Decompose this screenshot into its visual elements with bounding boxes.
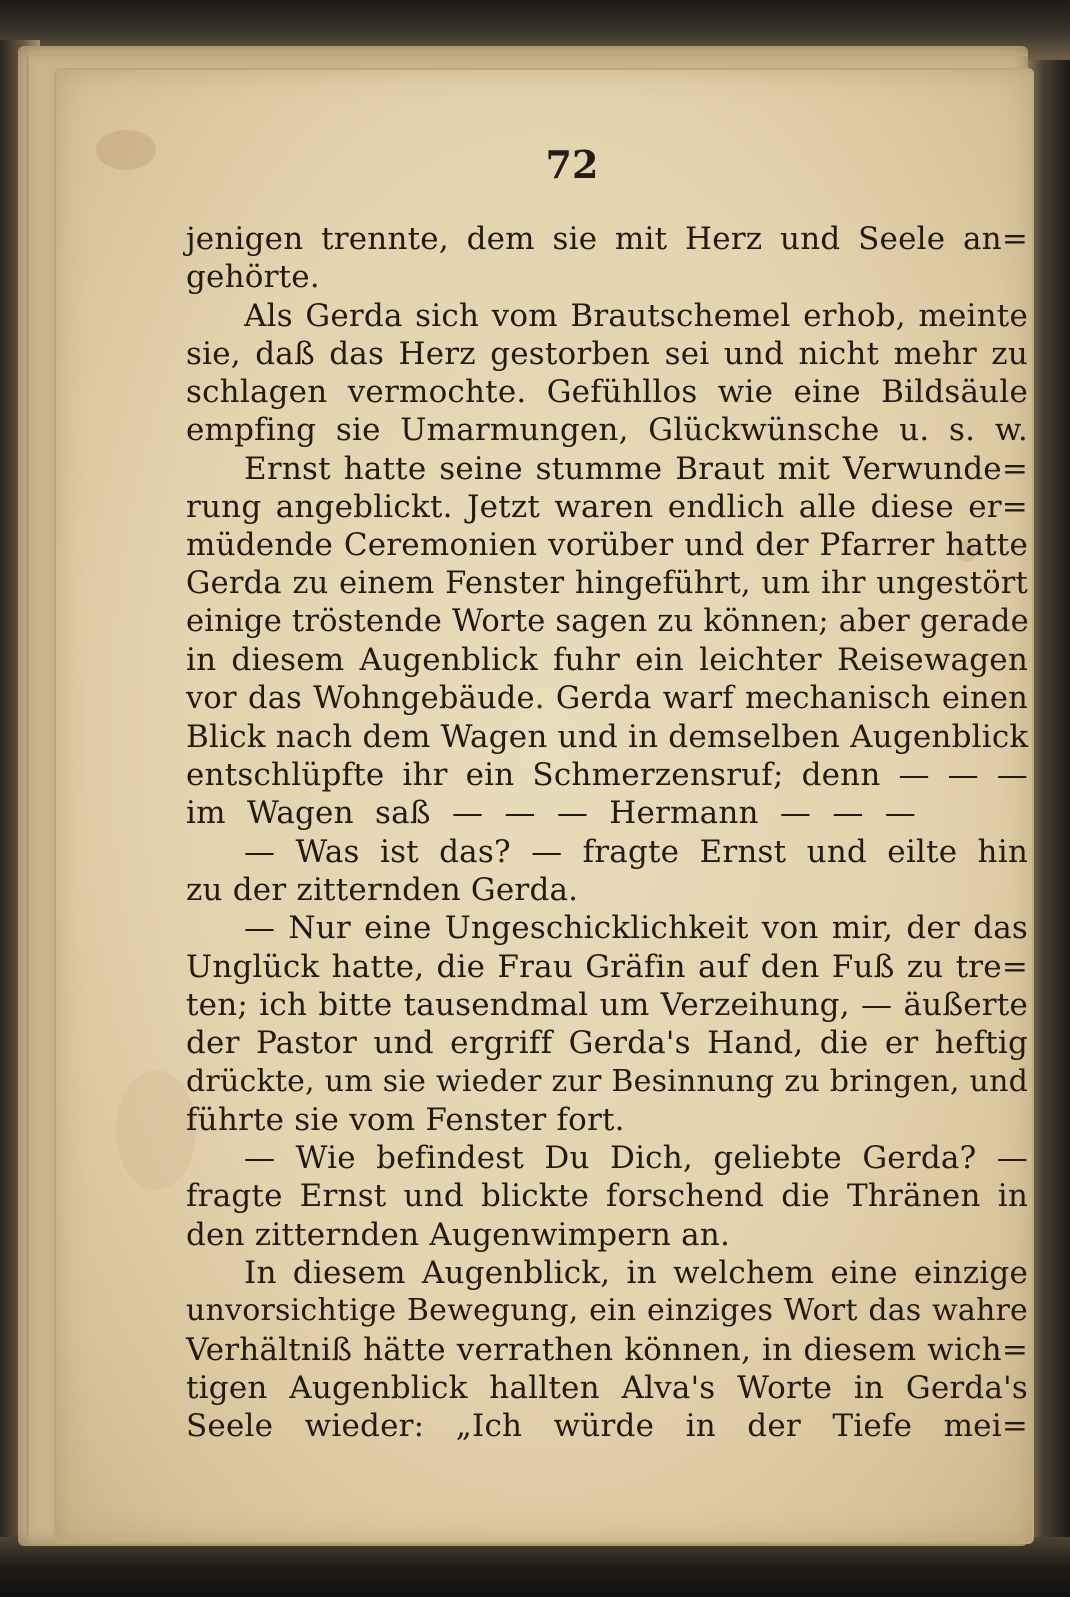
book-page xyxy=(56,70,1032,1542)
text-line: In diesem Augenblick, in welchem eine einzige xyxy=(244,1255,1028,1292)
text-line: — Was ist das? — fragte Ernst und eilte hin xyxy=(244,833,1028,870)
text-line: unvorsichtige Bewegung, ein einziges Wort das wahre xyxy=(186,1293,1028,1329)
text-line: Als Gerda sich vom Brautschemel erhob, meinte xyxy=(244,297,1028,334)
text-line: sie, daß das Herz gestorben sei und nicht mehr zu xyxy=(186,335,1028,372)
text-line: Blick nach dem Wagen und in demselben Augenblick xyxy=(186,718,1029,755)
text-line: Unglück hatte, die Frau Gräfin auf den Fuß zu tre= xyxy=(186,948,1028,985)
text-line: führte sie vom Fenster fort. xyxy=(186,1101,625,1138)
text-line: fragte Ernst und blickte forschend die Thränen in xyxy=(186,1178,1028,1215)
text-line: Ernst hatte seine stumme Braut mit Verwunde= xyxy=(244,450,1028,487)
text-line: vor das Wohngebäude. Gerda warf mechanisch einen xyxy=(186,680,1028,716)
text-line: zu der zitternden Gerda. xyxy=(186,872,579,909)
text-line: — Wie befindest Du Dich, geliebte Gerda? — xyxy=(244,1140,1028,1177)
text-line: Gerda zu einem Fenster hingeführt, um ihr ungestört xyxy=(186,565,1028,601)
text-line: Seele wieder: „Ich würde in der Tiefe mei= xyxy=(186,1408,1028,1445)
text-line: jenigen trennte, dem sie mit Herz und Seele an= xyxy=(186,221,1028,257)
text-line: im Wagen saß — — — Hermann — — — xyxy=(186,795,916,832)
text-line: in diesem Augenblick fuhr ein leichter Reisewagen xyxy=(186,642,1028,679)
text-line: — Nur eine Ungeschicklichkeit von mir, der das xyxy=(244,910,1028,947)
text-line: müdende Ceremonien vorüber und der Pfarrer hatte xyxy=(186,527,1028,564)
page-stain xyxy=(116,1070,196,1190)
page-number: 72 xyxy=(545,142,599,187)
text-line: rung angeblickt. Jetzt waren endlich alle diese er= xyxy=(186,489,1028,526)
book-cover-bottom-edge xyxy=(0,1537,1070,1597)
body-text xyxy=(186,220,1028,1446)
text-line: den zitternden Augenwimpern an. xyxy=(186,1216,730,1253)
text-line: schlagen vermochte. Gefühllos wie eine Bildsäule xyxy=(186,374,1028,411)
text-line: entschlüpfte ihr ein Schmerzensruf; denn — — — xyxy=(186,757,1028,794)
text-line: der Pastor und ergriff Gerda's Hand, die er heftig xyxy=(186,1025,1028,1062)
text-line: drückte, um sie wieder zur Besinnung zu bringen, und xyxy=(186,1063,1028,1099)
text-line: ten; ich bitte tausendmal um Verzeihung, — äußerte xyxy=(186,986,1028,1023)
text-line: einige tröstende Worte sagen zu können; aber gerade xyxy=(186,603,1029,639)
text-line: gehörte. xyxy=(186,259,320,296)
text-line: Verhältniß hätte verrathen können, in diesem wich= xyxy=(186,1331,1028,1368)
text-line: empfing sie Umarmungen, Glückwünsche u. s. w. xyxy=(186,412,1028,449)
text-line: tigen Augenblick hallten Alva's Worte in Gerda's xyxy=(186,1369,1028,1406)
